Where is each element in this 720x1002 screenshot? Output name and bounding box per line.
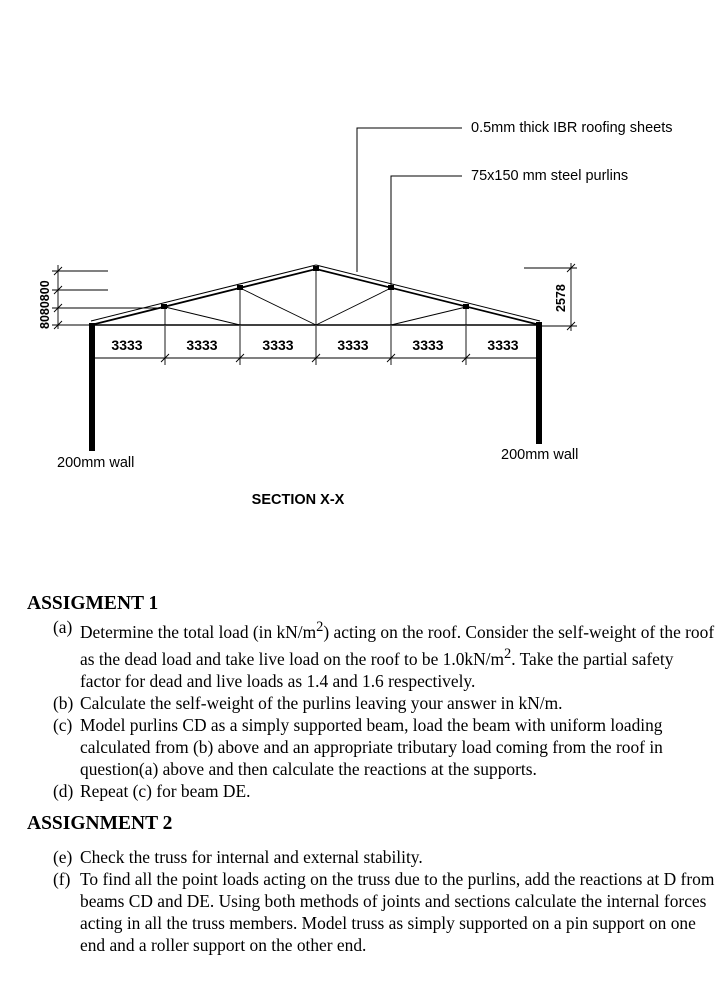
callout-leaders	[357, 128, 462, 287]
span-label: 3333	[262, 337, 294, 353]
item-letter: (c)	[53, 714, 73, 735]
span-label: 3333	[111, 337, 143, 353]
item-letter: (e)	[53, 846, 73, 867]
section-title: SECTION X-X	[251, 492, 345, 508]
item-text: Determine the total load (in $kN/m^2$) acting on the roof. Consider the self-weight of the roof as the dead load and take live load on the roof to be $1.0kN/m^2$. Take the partial safety factor for dead and live loads as 1.4 and 1.6 respectively.	[80, 619, 715, 691]
span-labels	[111, 337, 518, 353]
assignment-text	[27, 592, 717, 956]
list-item	[27, 714, 717, 780]
assignment1-title: ASSIGMENT 1	[27, 593, 159, 614]
right-wall-label: 200mm wall	[501, 447, 579, 463]
right-wall	[536, 322, 542, 444]
list-item	[27, 692, 717, 714]
span-dimension	[89, 326, 540, 365]
purlins	[161, 266, 469, 309]
item-letter: (a)	[53, 617, 73, 637]
span-label: 3333	[337, 337, 369, 353]
assignment2-title: ASSIGNMENT 2	[27, 812, 173, 834]
item-text: Check the truss for internal and external stability.	[80, 846, 423, 867]
span-label: 3333	[412, 337, 444, 353]
item-letter: (d)	[53, 780, 74, 801]
left-wall	[89, 323, 95, 451]
right-height-dim-label: 2578	[554, 284, 568, 312]
item-text: Repeat (c) for beam DE.	[80, 780, 251, 801]
item-letter: (f)	[53, 868, 71, 889]
item-text: Calculate the self-weight of the purlins leaving your answer in kN/m.	[80, 692, 563, 713]
left-height-dimension	[52, 265, 165, 329]
list-item	[27, 780, 717, 802]
left-wall-label: 200mm wall	[57, 455, 135, 471]
right-height-dimension	[524, 263, 577, 331]
list-item	[27, 868, 717, 956]
callout-purlins: 75x150 mm steel purlins	[471, 168, 629, 184]
list-item	[27, 616, 717, 692]
item-text: Model purlins CD as a simply supported beam, load the beam with uniform loading calculated from (b) above and an appropriate tributary load coming from the roof in question(a) above and then calculate the reactions at the supports.	[80, 714, 663, 779]
span-label: 3333	[186, 337, 218, 353]
span-label: 3333	[487, 337, 519, 353]
list-item	[27, 846, 717, 868]
truss	[91, 265, 540, 325]
item-letter: (b)	[53, 692, 74, 713]
item-text: To find all the point loads acting on the truss due to the purlins, add the reactions at D from beams CD and DE. Using both methods of joints and sections calculate the internal forces acting in all the truss members. Model truss as simply supported on a pin support on one end and a roller support on the other end.	[80, 868, 715, 955]
left-height-dims-label: 8080800	[38, 280, 52, 329]
callout-roofing: 0.5mm thick IBR roofing sheets	[471, 120, 673, 136]
